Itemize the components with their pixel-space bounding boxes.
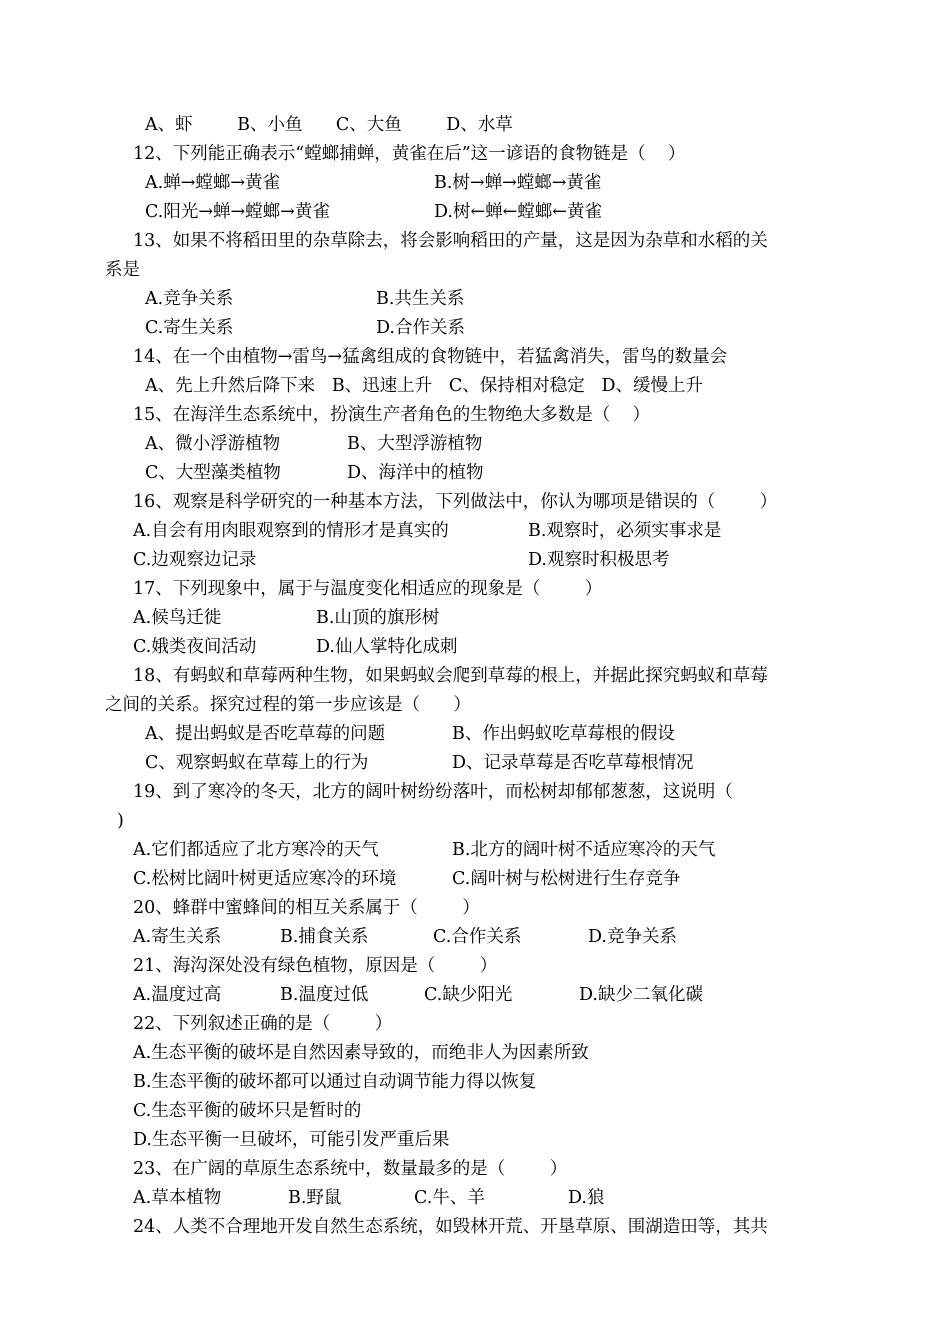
q23-option-c: C.牛、羊: [414, 1188, 485, 1208]
q22-option-a: A.生态平衡的破坏是自然因素导致的，而绝非人为因素所致: [133, 1043, 589, 1063]
q22-option-c: C.生态平衡的破坏只是暂时的: [133, 1101, 362, 1121]
q19-stem-cont: ): [117, 811, 124, 831]
q15-stem: 15、在海洋生态系统中，扮演生产者角色的生物绝大多数是（ ）: [133, 405, 651, 425]
q17-option-b: B.山顶的旗形树: [316, 608, 440, 628]
q22-option-d: D.生态平衡一旦破坏，可能引发严重后果: [133, 1130, 450, 1150]
q21-option-b: B.温度过低: [280, 985, 369, 1005]
q20-stem: 20、蜂群中蜜蜂间的相互关系属于（ ）: [133, 898, 480, 918]
q13-option-c: C.寄生关系: [145, 318, 234, 338]
q18-stem: 18、有蚂蚁和草莓两种生物，如果蚂蚁会爬到草莓的根上，并据此探究蚂蚁和草莓: [133, 666, 768, 686]
q21-stem: 21、海沟深处没有绿色植物，原因是（ ）: [133, 956, 498, 976]
q22-option-b: B.生态平衡的破坏都可以通过自动调节能力得以恢复: [133, 1072, 537, 1092]
q14-stem: 14、在一个由植物→雷鸟→猛禽组成的食物链中，若猛禽消失，雷鸟的数量会: [133, 347, 728, 367]
q23-option-d: D.狼: [568, 1188, 605, 1208]
q13-option-b: B.共生关系: [376, 289, 465, 309]
q22-stem: 22、下列叙述正确的是（ ）: [133, 1014, 393, 1034]
q21-option-a: A.温度过高: [133, 985, 222, 1005]
q18-stem-cont: 之间的关系。探究过程的第一步应该是（ ）: [105, 695, 471, 715]
q21-option-d: D.缺少二氧化碳: [579, 985, 703, 1005]
q19-option-c: C.松树比阔叶树更适应寒冷的环境: [133, 869, 397, 889]
q18-option-d: D、记录草莓是否吃草莓根情况: [452, 753, 694, 773]
q15-option-a: A、微小浮游植物: [145, 434, 281, 454]
q13-option-d: D.合作关系: [376, 318, 465, 338]
q18-option-c: C、观察蚂蚁在草莓上的行为: [145, 753, 369, 773]
q19-option-a: A.它们都适应了北方寒冷的天气: [133, 840, 379, 860]
q23-stem: 23、在广阔的草原生态系统中，数量最多的是（ ）: [133, 1159, 568, 1179]
q20-option-c: C.合作关系: [433, 927, 522, 947]
q21-option-c: C.缺少阳光: [424, 985, 513, 1005]
q20-option-a: A.寄生关系: [133, 927, 222, 947]
q20-option-b: B.捕食关系: [280, 927, 369, 947]
q20-option-d: D.竞争关系: [588, 927, 677, 947]
q14-options: A、先上升然后降下来 B、迅速上升 C、保持相对稳定 D、缓慢上升: [145, 376, 703, 396]
q17-option-c: C.娥类夜间活动: [133, 637, 257, 657]
q13-option-a: A.竞争关系: [145, 289, 234, 309]
q12-option-a: A.蝉→螳螂→黄雀: [145, 173, 281, 193]
q15-option-b: B、大型浮游植物: [347, 434, 483, 454]
q11-options: A、虾 B、小鱼 C、大鱼 D、水草: [145, 115, 513, 135]
q24-stem: 24、人类不合理地开发自然生态系统，如毁林开荒、开垦草原、围湖造田等，其共: [133, 1217, 768, 1237]
q16-option-b: B.观察时，必须实事求是: [528, 521, 722, 541]
q15-option-c: C、大型藻类植物: [145, 463, 281, 483]
q18-option-b: B、作出蚂蚁吃草莓根的假设: [452, 724, 675, 744]
q12-option-b: B.树→蝉→螳螂→黄雀: [434, 173, 602, 193]
q12-option-d: D.树←蝉←螳螂←黄雀: [434, 202, 602, 222]
q16-stem: 16、观察是科学研究的一种基本方法，下列做法中，你认为哪项是错误的（ ）: [133, 492, 778, 512]
q12-stem: 12、下列能正确表示“螳螂捕蝉，黄雀在后”这一谚语的食物链是（ ）: [133, 144, 686, 164]
q16-option-c: C.边观察边记录: [133, 550, 257, 570]
q17-option-d: D.仙人掌特化成刺: [316, 637, 458, 657]
q23-option-a: A.草本植物: [133, 1188, 222, 1208]
q19-option-d: C.阔叶树与松树进行生存竞争: [452, 869, 681, 889]
q19-option-b: B.北方的阔叶树不适应寒冷的天气: [452, 840, 716, 860]
q19-stem: 19、到了寒冷的冬天，北方的阔叶树纷纷落叶，而松树却郁郁葱葱，这说明（: [133, 782, 733, 802]
q16-option-a: A.自会有用肉眼观察到的情形才是真实的: [133, 521, 449, 541]
q16-option-d: D.观察时积极思考: [528, 550, 670, 570]
q13-stem-cont: 系是: [105, 260, 140, 280]
q15-option-d: D、海洋中的植物: [347, 463, 484, 483]
q17-option-a: A.候鸟迁徙: [133, 608, 222, 628]
q17-stem: 17、下列现象中，属于与温度变化相适应的现象是（ ）: [133, 579, 603, 599]
q18-option-a: A、提出蚂蚁是否吃草莓的问题: [145, 724, 386, 744]
q23-option-b: B.野鼠: [288, 1188, 342, 1208]
q12-option-c: C.阳光→蝉→螳螂→黄雀: [145, 202, 330, 222]
q13-stem: 13、如果不将稻田里的杂草除去，将会影响稻田的产量，这是因为杂草和水稻的关: [133, 231, 768, 251]
